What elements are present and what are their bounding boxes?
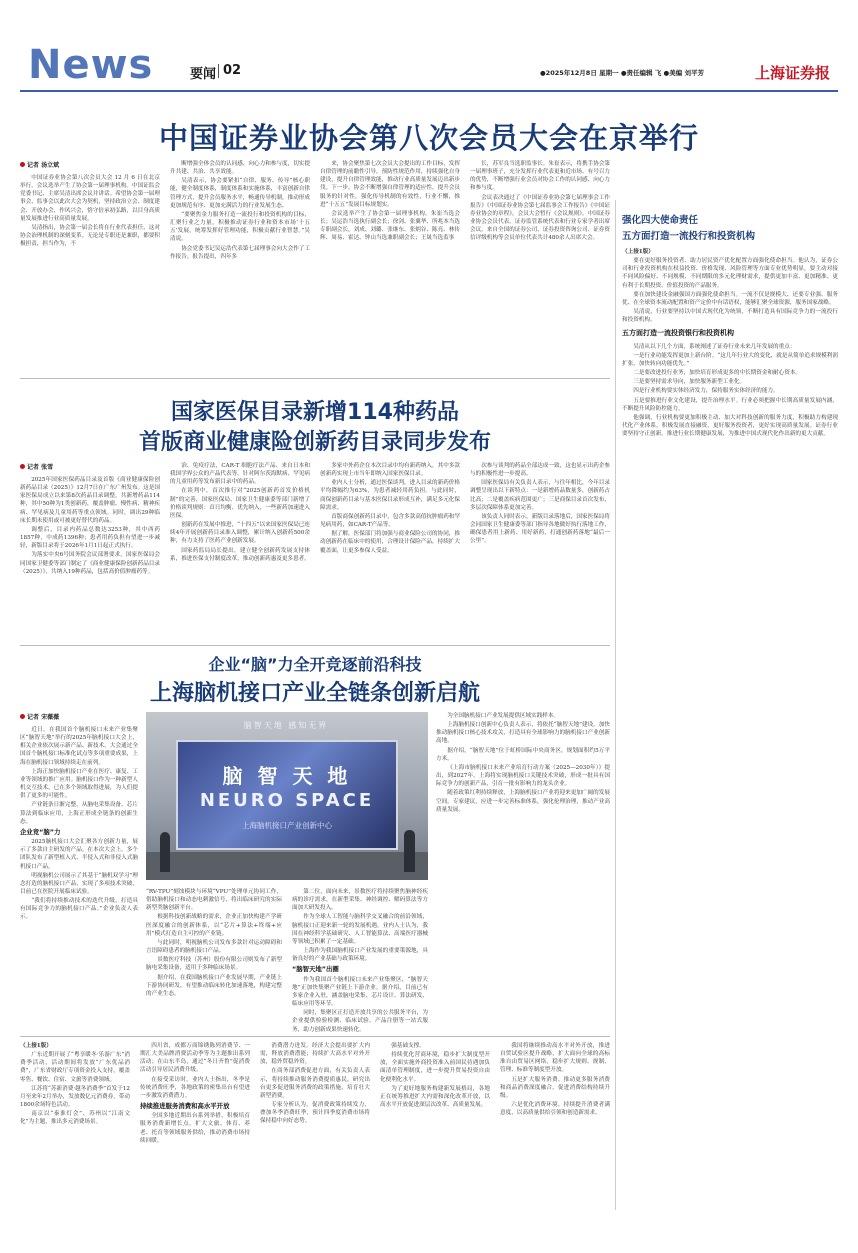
story4-subhead: 持续推进服务消费和高水平开放 bbox=[140, 1102, 230, 1111]
sidebar-subhead: 五方面打造一流投资银行和投资机构 bbox=[622, 329, 734, 338]
page-number: 02 bbox=[223, 63, 242, 78]
story2-col3: 多家中外药企在本次目录中均有新药纳入，其中多款创新药实现上市当年即纳入国家医保目录。 业内人士分析，通过医保谈判，进入目录的新药价格平均降幅约为63%，为患者减轻用药负担。与此同时，商保创新药目录与基本医保目录形成互补，满足多元化保障需求。 首版商保创新药目录中，包含多款高值抗肿瘤药和罕见病用药，如CAR-T产品等。 据了解，医保部门将加强与商业保险公司的协同，推动创新药在临床中的使用，合理设计保险产品，持续扩大覆盖面，让更多参保人受益。 bbox=[320, 463, 460, 554]
photo-floor bbox=[146, 852, 428, 880]
photo-ceiling-sign: 脑智天地 感知无界 bbox=[243, 721, 329, 730]
byline-dot-icon bbox=[20, 714, 25, 719]
photo-wall-main-text: 脑 智 天 地 bbox=[222, 764, 352, 788]
story3-byline: 记者 宋薇薇 bbox=[20, 712, 610, 721]
masthead-rule bbox=[20, 90, 838, 92]
story1-headline: 中国证券业协会第八次会员大会在京举行 bbox=[158, 121, 699, 155]
story2-col4: 次参与谈判的药品全部达成一致，这也显示出药企参与的积极性进一步提高。 国家医保局有关负责人表示，与往年相比，今年目录调整呈现出以下新特点：一是新增药品数量多，创新药占比高；二是覆盖疾病范围更广；三是商保目录首次发布，多层次保障体系更加完善。 该负责人同时表示，新版目录落地后，国家医保局将会同国家卫生健康委等部门指导各地做好执行落地工作，确保患者用上新药、用好新药，打通创新药落地“最后一公里”。 bbox=[470, 463, 610, 545]
story4-col1: （上接1版） 广东近期开展了“粤享暖冬·乐游广东”消费季活动，活动期间将发放“广东优品消费”，广东省财政厅专项资金投入支持，覆盖零售、餐饮、住宿、文旅等消费领域。 江苏将“苏新消费·越冬消费季”首发于12月至来年2月举办，发放数亿元消费券，带动1800余场特色活动。 南京以“秦淮灯会”、苏州以“江南文化”为主题，推出多元消费场景。 bbox=[20, 1043, 130, 1126]
story3-subhead-2: “脑智天地”出圈 bbox=[292, 965, 339, 974]
story2-col2: 治、免疫疗法，CAR-T 细胞疗法产品、来自日本和我国学界公众的产品代表等。针对阿尔茨海默病、罕见病的儿童用药等发布新目录中的药品。 在谈判中，首次推行对“2025创新药首发价格机制”的完善，国家医保局、国家卫生健康委等部门新增了价格谈判规则：首日均衡、优先纳入，一些新药加速进入医保。 创新药在发展中推进，“十四五”以来国家医保局已连续4年开展创新药目录准入调整，累计纳入创新药500余种，有力支持了医药产业创新发展。 国家药监局局长提出，建立健全创新药发展支持体系，推进医保支付制度改革，推动创新药惠及更多患者。 bbox=[170, 463, 310, 562]
sidebar-title-2: 五方面打造一流投行和投资机构 bbox=[622, 231, 756, 242]
story2-body bbox=[20, 462, 610, 642]
story1-col4: 长，苏军良当选职监事长。朱崔表示，将携手协会第一届理事班子，充分发挥行业代表更和近市场、有号召力的优势，不断增强行业会员对协会工作的认同感、向心力和参与度。 会议表决通过了《中国证券业协会第七届理事会工作报告》《中国证券业协会第七届监事会工作报告》《中国证券业协会的章程》，会员大会暂行《会议规则》。中国证券业协会会员代表、证券监管系统代表和行业专家学者出席会议。来自全国的证券公司、证券投资咨询公司、证券资信评级机构等会员单位代表共计480余人出席大会。 bbox=[470, 161, 610, 242]
story3-col3: 第二位，面向未来，景数医疗将持续聚焦脑神经疾病的诊疗需求，在新型采集、神经调控、解码算法等方面加大研发投入。 作为全球人工智能与脑科学交叉融合的前沿领域，脑机接口正迎来新一轮的发展机遇。业内人士认为，我国在神经科学基础研究、人工智能算法、高端医疗器械等领域已积累了一定基础。 上海作为我国脑机接口产业发展的重要策源地，具备良好的产业基础与政策环境。 “脑智天地”出圈 作为我国首个脑机接口未来产业集聚区，“脑智天地”正加快集聚产业链上下游企业。据介绍，目前已有多家企业入驻，涵盖脑电采集、芯片设计、算法研发、临床应用等环节。 同时，集聚区正打造开放共享的公共服务平台，为企业提供检验检测、临床试验、产品注册等一站式服务，助力创新成果快速转化。 bbox=[292, 889, 428, 1033]
paper-name-logo: 上海证券报 bbox=[755, 64, 831, 82]
photo-display-wall bbox=[176, 740, 398, 850]
story3-col4: 为全国脑机接口产业发展提供区域实践样本。 上海脑机接口创新中心负责人表示，将依托“脑智天地”建设，加快推动脑机接口核心技术攻关，打造具有全球影响力的脑机接口产业创新高地。 据介绍，“脑智天地”位于虹桥国际中央商务区，规划面积约5万平方米。 《上海市脑机接口未来产业培育行动方案（2025—2030年）》提出，到2027年，上海将实现脑机接口关键技术突破，形成一批具有国际竞争力的创新产品，引育一批有影响力的龙头企业。 随着政策红利持续释放，上海脑机接口产业将迎来更加广阔的发展空间。专家建议，应进一步完善标准体系，强化伦理治理，推动产业高质量发展。 bbox=[436, 713, 610, 813]
story2-byline: 记者 张雪 bbox=[20, 462, 610, 471]
photo-wall-sub-text: 上海脑机接口产业创新中心 bbox=[242, 821, 332, 830]
story4-col3: 消费潜力迸发。经济大会提出要扩大内需，释放消费潜能；持续扩大高水平对外开放，稳外贸稳外资。 在商务部消费促进方面，有关负责人表示，将持续推动服务消费提质惠民，研究出台更多促进服务消费的政策措施，培育壮大新型消费。 专家分析认为，促消费政策持续发力，叠加冬季消费旺季，预计四季度消费市场将保持稳中向好态势。 bbox=[260, 1043, 370, 1125]
news-logo: News bbox=[28, 42, 154, 88]
story3-headline: 上海脑机接口产业全链条创新启航 bbox=[149, 681, 480, 706]
story3-body bbox=[20, 712, 610, 1032]
sidebar-title-1: 强化四大使命责任 bbox=[622, 215, 699, 226]
section-label: 要闻 bbox=[190, 67, 217, 82]
photo-person-1 bbox=[160, 832, 170, 872]
story2-col1: 2025年国家医保药品目录及首版《商业健康保险创新药品目录（2025）》12月7日在广东广州发布。这是国家医保局成立以来第8次药品目录调整。共新增药品114种，其中50种为1类创新药，覆盖肿瘤、慢性病、精神疾病、罕见病及儿童用药等重点领域。同时，调出29种临床长期未使用或可被更好替代的药品。 调整后，目录内药品总数达3253种，其中西药1857种，中成药1396种；患者用药负担有望进一步减轻，新版目录将于2026年1月1日起正式执行。 为落实中央6号国务院会议部署要求，国家医保局会同国家卫健委等部门制定了《商业健康保险创新药品目录（2025）》，共纳入19种药品，包括高价值肿瘤药等。 bbox=[20, 477, 160, 575]
story3-subhead-1: 企业竞“脑”力 bbox=[20, 827, 61, 836]
story1-col2: 断增强全体会员的认同感、向心力和参与度，切实提升共建、共治、共享效能。 吴清表示，协会要紧扣“自律、服务、传导”核心职能，健全制度体系，制度体系和实施体系，丰富创新自律管理方式，提升会员服务水平，畅通传导机制，推动形成更加规范有序、更加充满活力的行业发展生态。 “要聚焦金力服务打造一流投行和投资机构的目标，汇聚行业之力量，积极推动证券行业和资本市场‘十五五’发展，统筹发挥好管理功能，积极贡献行业智慧。”吴清说。 协会党委书记吴运浩代表第七届理事会向大会作了工作报告。报告提出，四年多 bbox=[170, 161, 310, 260]
story3-col2: “RV-TPU”刻蚀模块与环境“VPU”处理单元协同工作，借助脑机接口和动态电刺激信号，将出临床研究的实际新型类脑创新平台。 根据科技创新战略的需求，企业正加快构建产学研医深度融合的创新体系，以“芯片+算法+终端+应用”模式打造自主可控的产业链。 与此同时，明视脑机公司发布多款针对运动障碍和言语障碍患者的脑机接口产品。 景数医疗科技（苏州）股份有限公司则发布了新型脑电采集设备，适用于多种临床场景。 据介绍，在我国脑机接口产业发展早期，产业链上下游协同研发，有望推动临床转化加速落地，构建完整的产业生态。 bbox=[146, 889, 282, 997]
story4-col5: 我国将继续推动高水平对外开放，推进自贸试验区提升战略，扩大面向全球的高标准自由贸易区网络，稳步扩大规则、规制、管理、标准等制度型开放。 五是扩大服务消费。推动更多服务消费和商品消费深度融合，促进消费结构持续升级。 六是优化消费环境。持续提升消费者满意度，以高质量供给引领和创造新需求。 bbox=[500, 1043, 610, 1117]
story1-byline: 记者 汤立斌 bbox=[20, 160, 610, 169]
story4-col2: 四川省，成都万商锦绣陈列消费节、一期汇大美品牌消费活动季等为主题推出系列活动；在山东半岛，通过“冬日齐鲁”促消费活动引导居民消费升级。 在接受采访时，业内人士指出，冬季是传统消费旺季，各地政策的密集出台有望进一步激发消费潜力。 持续推进服务消费和高水平开放 全国多地近期出台系列举措，积极培育服务消费新增长点，扩大文旅、体育、养老、托育等领域服务供给，推动消费市场持续回暖。 bbox=[140, 1043, 250, 1144]
story1-bottom-rule bbox=[20, 378, 610, 379]
story3-bottom-rule bbox=[20, 1036, 610, 1037]
story1-col3: 来，协会聚焦第七次会员大会提出的工作目标，发挥自律管理的前瞻性引导，预防性规范作用，持续强化自身建设，提升自律管理效能，推动行业高质量发展迈出新步伐。下一步，协会不断增强自律管理的适应性，提升会员服务的针对性，强化传导机制的有效性，行业不懈，推进“十五五”发展目标规划实。 会议选举产生了协会第一届理事机构。朱崔当选会长；吴运浩当选执行副会长；徐剑、张翼华、所兆本当选专职副会长，刘成、刘璐、张继东、张炳谷、陈亮、林传辉、周易、霍达、钟山当选兼职副会长；王晟当选监事 bbox=[320, 161, 460, 242]
masthead bbox=[20, 40, 838, 95]
photo-wall-en-text: NEURO SPACE bbox=[199, 790, 375, 811]
photo-person-2 bbox=[404, 830, 415, 872]
story3-photo bbox=[146, 712, 428, 880]
story2-headline-1: 国家医保目录新增114种药品 bbox=[171, 400, 459, 425]
sidebar-text: （上接1版） 要在更好服务投资者、助力居民资产优化配置方面强化使命担当。他认为，证券公司和行业投资机构在权益投资、价格发现、风险管理等方面专业优势明显，要主动对接不同风险偏好、不同规模、不同期限的多元化理财需求，提供更加丰富、更加精准、更有利于长期投资、价值投资的产品服务。 要在加快建设金融强国方面强化使命担当。一流不仅是规模大、还要专业强、服务优、在全球资本流动配置和资产定价中有话语权，能够汇聚全球资源，服务国家战略。 吴清说，行业要坚持以中国式现代化为统领，不断打造具有国际竞争力的一流投行和投资机构。 五方面打造一流投资银行和投资机构 吴清从以下几个方面，系统阐述了证券行业未来几年发展的重点： 一是行业功能发挥更加上新台阶。“这几年行业大的变化，就是从简单追求规模利润扩张，加快转向功能优先。” 二是要改进投行业务，加快培育形成更多的中长期资金和耐心资本。 三是要坚持需求导向，加快服务新型工业化。 四是行业机构要实体经济发力，保持服务实体经济的能力。 五是要推进行业文化建设，提升治理水平。行业必须把握中长期高质量发展内涵，不断提升风险防控能力。 他强调，行业机构要更加积极主动、加大对科技创新的服务力度，积极助力构建现代化产业体系，积极发展直接融资，更好服务投资者，更好实现高质量发展。证券行业要坚持守正创新，推进行业长期健康发展，为推进中国式现代化作出新的更大贡献。 bbox=[622, 249, 838, 438]
story3-kicker: 企业“脑”力全开竞逐前沿科技 bbox=[208, 655, 422, 674]
story1-body bbox=[20, 160, 610, 370]
sidebar-divider bbox=[615, 200, 616, 1210]
story2-bottom-rule bbox=[20, 645, 610, 646]
byline-dot-icon bbox=[20, 162, 25, 167]
story3-col1: 近日，在我国首个脑机接口未来产业集聚区“脑智天地”举行的2025年脑机接口大会上，相关企业依次展示新产品、新技术。大会通过全国首个脑机接口标准化试点等多项重要成果，上海在脑机接口领域持续走在前列。 上海正加快脑机接口产业在医疗、康复、工业等领域的推广应用。脑机接口作为一种新型人机交互技术，已在多个领域取得进展，为人们提供了更多的可能性。 产业链条日渐完整，从脑电采集设备、芯片算法到临床应用，上海正形成全链条的创新生态。 企业竞“脑”力 2025脑机接口大会汇聚各方创新力量，展示了多款自主研发的产品。在本次大会上，多个团队发布了新型植入式、半侵入式和非侵入式脑机接口产品。 明视脑机公司展示了其基于“脑机双学习”理念打造的脑机接口产品，实现了多项技术突破，目前已在医院开展临床试验。 “我们将持续推动技术的迭代升级，打造具有国际竞争力的脑机接口产品。”企业负责人表示。 bbox=[20, 727, 138, 921]
story1-col1: 中国证券业协会第八次会员大会 12 月 6 日在北京举行。会议选举产生了协会第一届理事机构。中国证监会党委书记、主席吴清出席会议并讲话。希望协会第一届理事会、监事会以此次大会为契机，坚持政治立会、制度建会、开放办会，作风兴会，恪守倍承初弘路，以目身高质量发展推进行业高质量发展。 吴清指出，协会第一届会长将在行业代表担任，这对协会治理机制的深刻变革。无论是专职还是兼职，都要积极担责，担当作为，不 bbox=[20, 175, 160, 248]
story4-col4: 强基础支撑。 持续优化营商环境，稳步扩大制度型开放，全面实施外商投资准入前国民待遇加负面清单管理制度，进一步提升贸易投资自由化便利化水平。 为了更好地服务构建新发展格局，各地正在统筹推进扩大内需和深化改革开放，以高水平开放促进深层次改革、高质量发展。 bbox=[380, 1043, 490, 1109]
byline-dot-icon bbox=[20, 464, 25, 469]
section-divider bbox=[218, 64, 219, 78]
story4-body bbox=[20, 1042, 610, 1232]
sidebar-story bbox=[622, 210, 838, 1210]
date-line: ●2025年12月8日 星期一 ●责任编辑 飞 ●美编 刘平芳 bbox=[540, 69, 704, 77]
story2-headline-2: 首版商业健康险创新药目录同步发布 bbox=[138, 430, 491, 455]
